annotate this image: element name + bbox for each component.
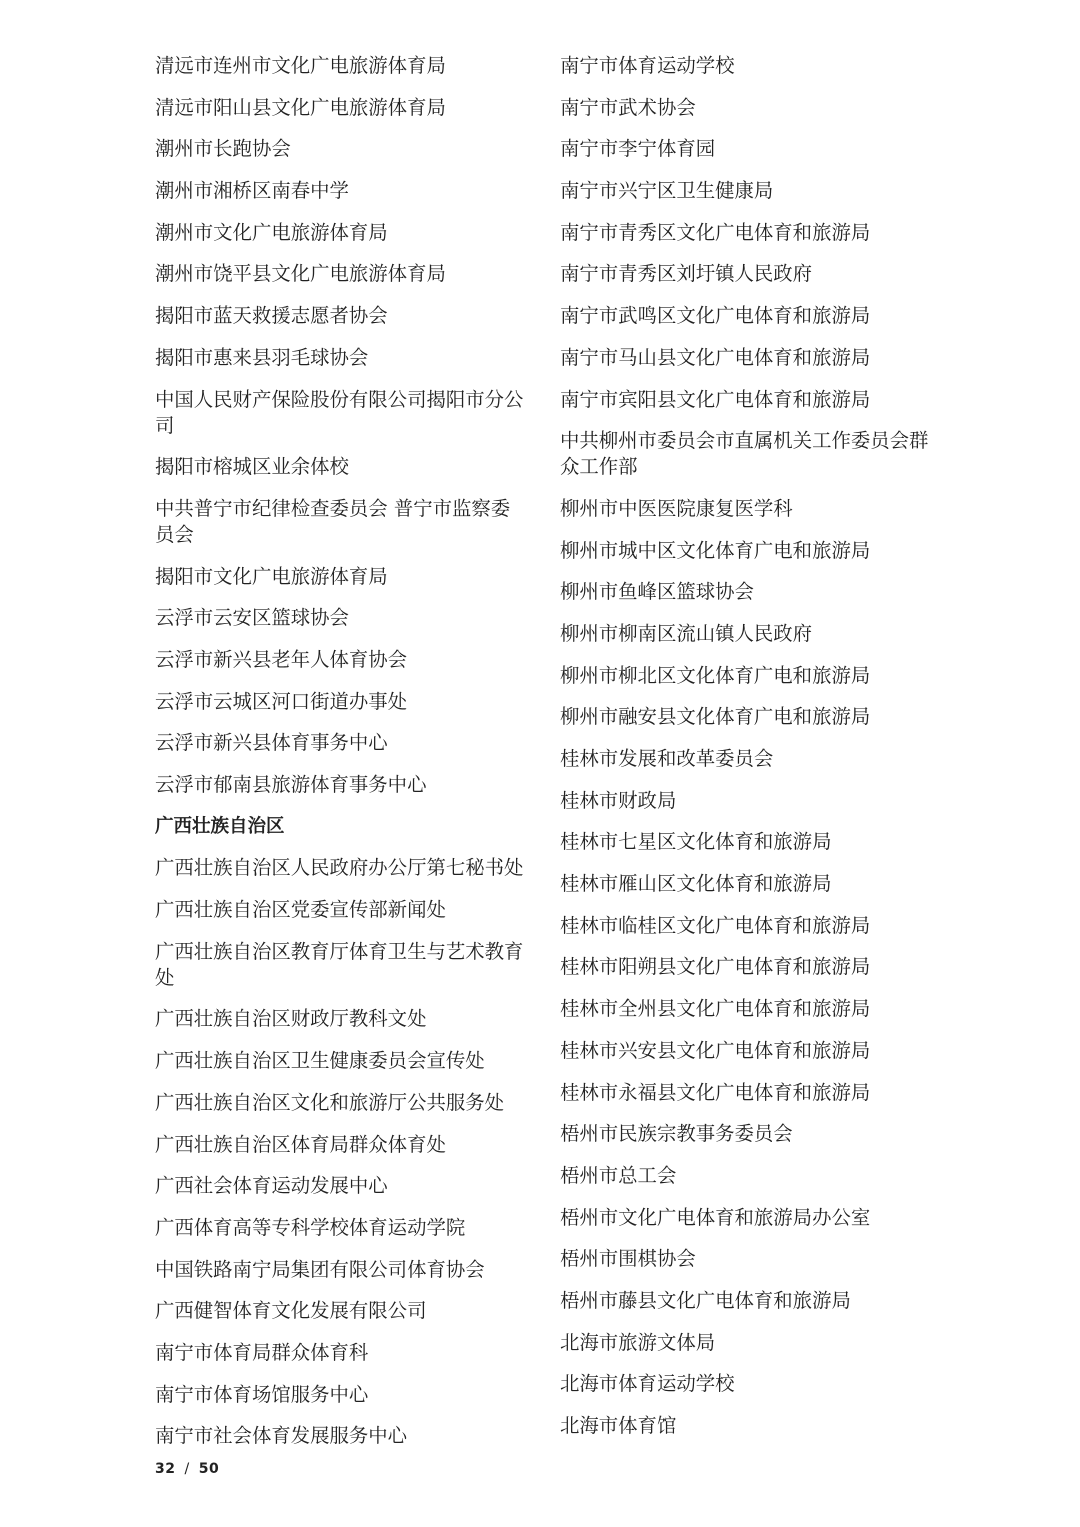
list-item: 广西社会体育运动发展中心	[155, 1174, 388, 1198]
list-item: 南宁市青秀区刘圩镇人民政府	[560, 262, 813, 286]
list-item: 潮州市饶平县文化广电旅游体育局	[155, 262, 446, 286]
list-item: 广西壮族自治区卫生健康委员会宣传处	[155, 1049, 485, 1073]
list-item: 揭阳市蓝天救援志愿者协会	[155, 304, 388, 328]
list-item: 中国人民财产保险股份有限公司揭阳市分公司	[155, 387, 524, 437]
list-item: 南宁市社会体育发展服务中心	[155, 1424, 408, 1448]
list-item: 柳州市中医医院康复医学科	[560, 496, 793, 520]
list-item: 桂林市全州县文化广电体育和旅游局	[560, 997, 871, 1021]
list-item: 南宁市李宁体育园	[560, 137, 716, 161]
list-item: 南宁市体育场馆服务中心	[155, 1382, 369, 1406]
list-item: 南宁市体育局群众体育科	[155, 1340, 369, 1364]
list-item: 广西健智体育文化发展有限公司	[155, 1299, 427, 1323]
list-item: 中国铁路南宁局集团有限公司体育协会	[155, 1257, 485, 1281]
list-item: 潮州市文化广电旅游体育局	[155, 220, 388, 244]
page-number	[155, 1461, 219, 1477]
list-item: 桂林市兴安县文化广电体育和旅游局	[560, 1038, 871, 1062]
list-item: 中共柳州市委员会市直属机关工作委员会群众工作部	[560, 429, 929, 479]
list-item: 桂林市发展和改革委员会	[560, 747, 774, 770]
list-item: 桂林市阳朔县文化广电体育和旅游局	[560, 955, 871, 979]
list-item: 南宁市武术协会	[560, 95, 696, 119]
list-item: 广西壮族自治区文化和旅游厅公共服务处	[155, 1090, 505, 1114]
list-item: 揭阳市榕城区业余体校	[155, 455, 349, 479]
list-item: 桂林市临桂区文化广电体育和旅游局	[560, 913, 871, 937]
list-item: 广西壮族自治区体育局群众体育处	[155, 1132, 446, 1156]
left-column-list	[155, 53, 527, 1465]
section-heading: 广西壮族自治区	[155, 815, 285, 837]
list-item: 揭阳市文化广电旅游体育局	[155, 564, 388, 588]
list-item: 柳州市融安县文化体育广电和旅游局	[560, 705, 871, 729]
list-item: 北海市旅游文体局	[560, 1330, 716, 1354]
list-item: 梧州市总工会	[560, 1163, 677, 1187]
list-item: 云浮市新兴县体育事务中心	[155, 731, 388, 755]
list-item: 南宁市宾阳县文化广电体育和旅游局	[560, 387, 871, 411]
list-item: 广西壮族自治区教育厅体育卫生与艺术教育处	[155, 939, 524, 989]
list-item: 中共普宁市纪律检查委员会 普宁市监察委员会	[155, 496, 511, 546]
list-item: 广西壮族自治区财政厅教科文处	[155, 1007, 427, 1031]
list-item: 南宁市体育运动学校	[560, 54, 735, 77]
list-item: 广西壮族自治区党委宣传部新闻处	[155, 898, 446, 922]
list-item: 潮州市湘桥区南春中学	[155, 179, 349, 203]
total-pages-number: 50	[198, 1461, 220, 1477]
list-item: 北海市体育运动学校	[560, 1372, 735, 1396]
list-item: 云浮市新兴县老年人体育协会	[155, 647, 408, 671]
list-item: 桂林市永福县文化广电体育和旅游局	[560, 1080, 871, 1104]
list-item: 柳州市城中区文化体育广电和旅游局	[560, 538, 871, 562]
list-item: 南宁市武鸣区文化广电体育和旅游局	[560, 304, 871, 328]
list-item: 柳州市鱼峰区篮球协会	[560, 580, 754, 604]
current-page-number: 32	[155, 1461, 176, 1477]
list-item: 桂林市七星区文化体育和旅游局	[560, 830, 832, 854]
list-item: 云浮市云城区河口街道办事处	[155, 689, 408, 713]
list-item: 柳州市柳南区流山镇人民政府	[560, 621, 813, 645]
list-item: 广西体育高等专科学校体育运动学院	[155, 1215, 466, 1239]
list-item: 云浮市郁南县旅游体育事务中心	[155, 773, 427, 796]
list-item: 清远市连州市文化广电旅游体育局	[155, 54, 446, 77]
list-item: 桂林市财政局	[560, 788, 677, 812]
list-item: 梧州市围棋协会	[560, 1247, 696, 1271]
list-item: 梧州市民族宗教事务委员会	[560, 1122, 793, 1146]
list-item: 柳州市柳北区文化体育广电和旅游局	[560, 663, 871, 687]
list-item: 云浮市云安区篮球协会	[155, 606, 349, 630]
list-item: 北海市体育馆	[560, 1414, 677, 1437]
list-item: 梧州市文化广电体育和旅游局办公室	[560, 1205, 871, 1229]
page-separator: /	[184, 1461, 190, 1477]
list-item: 潮州市长跑协会	[155, 137, 291, 161]
list-item: 桂林市雁山区文化体育和旅游局	[560, 872, 832, 896]
list-item: 清远市阳山县文化广电旅游体育局	[155, 95, 446, 119]
list-item: 揭阳市惠来县羽毛球协会	[155, 345, 369, 369]
list-item: 南宁市兴宁区卫生健康局	[560, 179, 774, 203]
list-item: 南宁市马山县文化广电体育和旅游局	[560, 345, 871, 369]
right-column-list	[560, 53, 932, 1455]
list-item: 梧州市藤县文化广电体育和旅游局	[560, 1288, 851, 1312]
list-item: 广西壮族自治区人民政府办公厅第七秘书处	[155, 856, 524, 880]
list-item: 南宁市青秀区文化广电体育和旅游局	[560, 220, 871, 244]
